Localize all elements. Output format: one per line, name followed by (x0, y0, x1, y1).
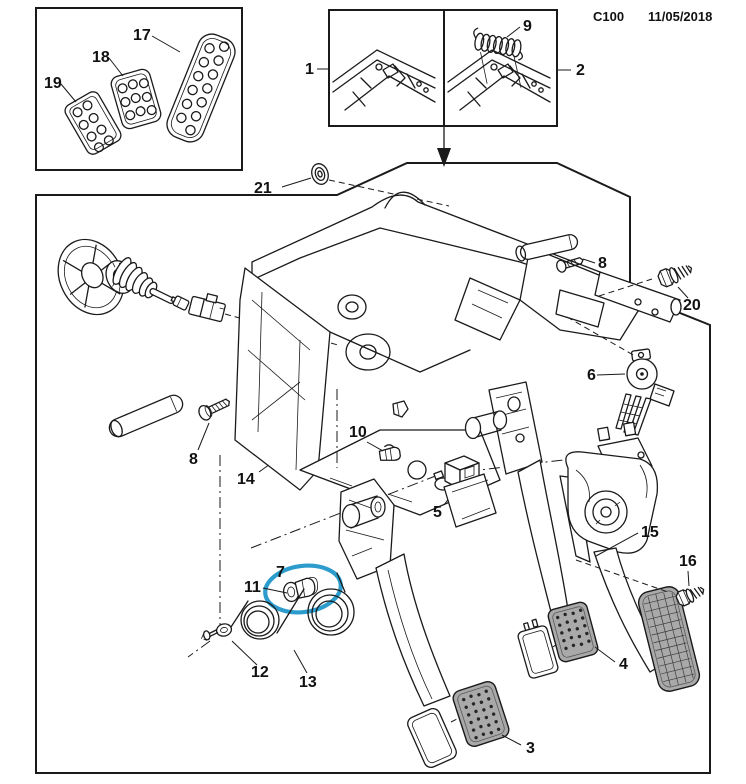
leader-16 (688, 571, 689, 586)
part-brake-pedal (444, 382, 568, 679)
part-pivot-bushing-7 (282, 577, 319, 602)
callout-20: 20 (683, 297, 701, 314)
part-pedal-pad-18 (109, 68, 162, 131)
part-pedal-pad-3 (451, 680, 511, 749)
callout-19: 19 (44, 75, 62, 92)
leader-12 (232, 641, 257, 665)
leader-21 (282, 178, 311, 187)
leader-3 (502, 735, 521, 745)
callout-13: 13 (299, 674, 317, 691)
part-washer-21 (309, 162, 331, 187)
part-sensor-6 (616, 349, 674, 435)
part-clutch-pedal (339, 479, 463, 770)
bracket-view-2 (448, 50, 550, 110)
callout-9: 9 (523, 18, 532, 35)
callout-4: 4 (619, 656, 628, 673)
bracket-view-1 (333, 50, 435, 110)
callout-17: 17 (133, 27, 151, 44)
leader-19 (61, 84, 76, 102)
leader-18 (109, 58, 123, 76)
leader-9 (507, 27, 520, 37)
callout-1: 1 (305, 61, 314, 78)
callout-14: 14 (237, 471, 255, 488)
construction-line (188, 641, 210, 657)
callout-21: 21 (254, 180, 272, 197)
inset-bracket-views (305, 10, 585, 167)
callout-12: 12 (251, 664, 269, 681)
leader-13 (294, 650, 307, 673)
drawing-code: C100 (593, 9, 625, 24)
part-connector (188, 290, 227, 322)
callout-3: 3 (526, 740, 535, 757)
drawing-date: 11/05/2018 (648, 9, 713, 24)
part-bolt-16 (675, 582, 707, 607)
leader-8-right (583, 259, 595, 263)
pointer-arrow (437, 148, 451, 167)
part-pedal-pad-17 (163, 30, 239, 146)
leader-4 (595, 647, 615, 662)
callout-15: 15 (641, 524, 659, 541)
callout-16: 16 (679, 553, 697, 570)
callout-10: 10 (349, 424, 367, 441)
leader-8-left (198, 423, 209, 450)
part-hook-clip (393, 401, 408, 417)
callout-8-right: 8 (598, 255, 607, 272)
part-pedal-pad-19 (63, 89, 124, 157)
callout-18: 18 (92, 49, 110, 66)
leader-17 (152, 36, 180, 52)
part-damper-12 (199, 622, 232, 641)
main-diagram (46, 162, 707, 770)
part-clevis-pin (107, 392, 186, 439)
part-bolt-8-left (197, 395, 233, 422)
callout-8-left: 8 (189, 451, 198, 468)
callout-2: 2 (576, 62, 585, 79)
leader-6 (597, 374, 625, 375)
callout-5: 5 (433, 504, 442, 521)
part-bolt-20 (657, 260, 695, 288)
callout-11: 11 (244, 579, 261, 596)
callout-6: 6 (587, 367, 596, 384)
callout-7: 7 (276, 564, 285, 581)
inset-pedal-pads (36, 8, 242, 170)
